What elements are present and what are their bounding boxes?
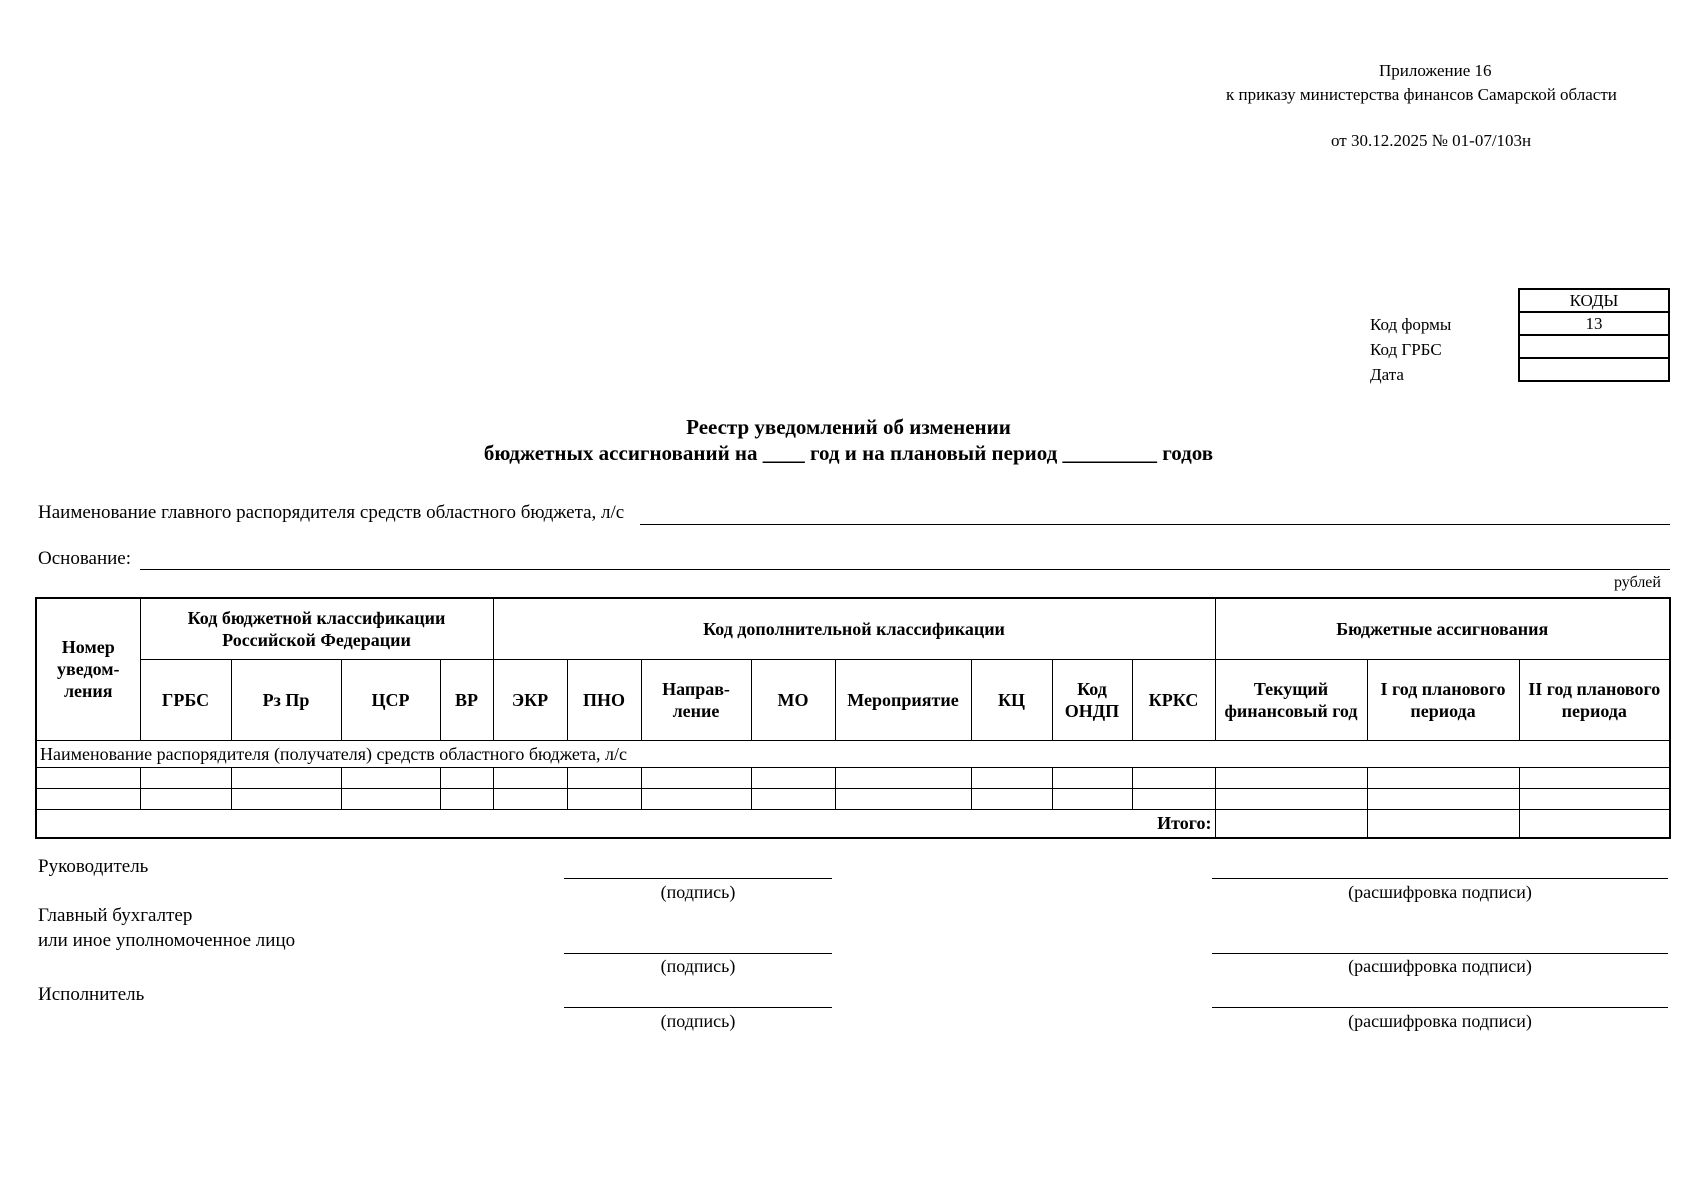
total-plan-year-1[interactable] bbox=[1367, 809, 1519, 838]
grbs-code-value bbox=[1519, 335, 1669, 358]
cell[interactable] bbox=[1215, 767, 1367, 788]
accountant-signature-line[interactable] bbox=[564, 953, 832, 954]
executor-signature-line[interactable] bbox=[564, 1007, 832, 1008]
cell[interactable] bbox=[231, 767, 341, 788]
appendix-order-ref: к приказу министерства финансов Самарской области bbox=[1226, 85, 1617, 104]
cell[interactable] bbox=[341, 767, 440, 788]
executor-decoding-line[interactable] bbox=[1212, 1007, 1668, 1008]
total-row bbox=[36, 809, 1670, 838]
cell[interactable] bbox=[440, 788, 493, 809]
cell[interactable] bbox=[140, 788, 231, 809]
executor-decoding-caption: (расшифровка подписи) bbox=[1348, 1011, 1532, 1031]
document-title: Реестр уведомлений об изменении bbox=[686, 415, 1011, 439]
col-notice-number: Номер уведом-ления bbox=[36, 598, 140, 740]
cell[interactable] bbox=[493, 788, 567, 809]
grbs-name-label: Наименование главного распорядителя средств областного бюджета, л/с bbox=[38, 502, 625, 523]
cell[interactable] bbox=[751, 767, 835, 788]
executor-label: Исполнитель bbox=[38, 984, 145, 1005]
col-vr: ВР bbox=[440, 659, 493, 740]
form-code-value: 13 bbox=[1519, 312, 1669, 335]
registry-table bbox=[35, 597, 1671, 839]
cell[interactable] bbox=[835, 767, 971, 788]
codes-header: КОДЫ bbox=[1519, 289, 1669, 312]
head-decoding-caption: (расшифровка подписи) bbox=[1348, 882, 1532, 902]
grbs-code-label: Код ГРБС bbox=[1370, 340, 1442, 359]
cell[interactable] bbox=[1367, 767, 1519, 788]
cell[interactable] bbox=[971, 767, 1052, 788]
accountant-label-2: или иное уполномоченное лицо bbox=[38, 930, 296, 951]
cell[interactable] bbox=[493, 767, 567, 788]
head-label: Руководитель bbox=[38, 856, 149, 877]
col-plan-year-2: II год планового периода bbox=[1519, 659, 1670, 740]
col-rz-pr: Рз Пр bbox=[231, 659, 341, 740]
cell[interactable] bbox=[1052, 788, 1132, 809]
table-row bbox=[36, 767, 1670, 788]
basis-line[interactable] bbox=[140, 569, 1670, 570]
accountant-decoding-caption: (расшифровка подписи) bbox=[1348, 956, 1532, 976]
cell[interactable] bbox=[1215, 788, 1367, 809]
col-kc: КЦ bbox=[971, 659, 1052, 740]
col-ondp: Код ОНДП bbox=[1052, 659, 1132, 740]
codes-box bbox=[1518, 288, 1670, 382]
cell[interactable] bbox=[1052, 767, 1132, 788]
cell[interactable] bbox=[341, 788, 440, 809]
cell[interactable] bbox=[231, 788, 341, 809]
cell[interactable] bbox=[567, 767, 641, 788]
cell[interactable] bbox=[971, 788, 1052, 809]
group-budget-allocations: Бюджетные ассигнования bbox=[1215, 598, 1670, 659]
table-row bbox=[36, 788, 1670, 809]
document-subtitle: бюджетных ассигнований на ____ год и на плановый период _________ годов bbox=[483, 441, 1214, 465]
appendix-order-date: от 30.12.2025 № 01-07/103н bbox=[1331, 131, 1532, 150]
section-row: Наименование распорядителя (получателя) средств областного бюджета, л/с bbox=[36, 740, 1670, 767]
cell[interactable] bbox=[1519, 788, 1670, 809]
cell[interactable] bbox=[140, 767, 231, 788]
date-label: Дата bbox=[1370, 365, 1404, 384]
total-plan-year-2[interactable] bbox=[1519, 809, 1670, 838]
col-direction: Направ-ление bbox=[641, 659, 751, 740]
executor-signature-caption: (подпись) bbox=[660, 1011, 736, 1031]
accountant-label: Главный бухгалтер bbox=[38, 905, 193, 926]
units-label: рублей bbox=[1614, 574, 1661, 591]
cell[interactable] bbox=[1519, 767, 1670, 788]
cell[interactable] bbox=[641, 767, 751, 788]
col-current-year: Текущий финансовый год bbox=[1215, 659, 1367, 740]
col-event: Мероприятие bbox=[835, 659, 971, 740]
col-ekr: ЭКР bbox=[493, 659, 567, 740]
cell[interactable] bbox=[1132, 767, 1215, 788]
col-krks: КРКС bbox=[1132, 659, 1215, 740]
cell[interactable] bbox=[835, 788, 971, 809]
cell[interactable] bbox=[641, 788, 751, 809]
appendix-number: Приложение 16 bbox=[1379, 61, 1492, 80]
cell[interactable] bbox=[440, 767, 493, 788]
head-decoding-line[interactable] bbox=[1212, 878, 1668, 879]
head-signature-caption: (подпись) bbox=[660, 882, 736, 902]
cell[interactable] bbox=[751, 788, 835, 809]
col-csr: ЦСР bbox=[341, 659, 440, 740]
total-label: Итого: bbox=[36, 809, 1215, 838]
accountant-decoding-line[interactable] bbox=[1212, 953, 1668, 954]
form-code-label: Код формы bbox=[1370, 315, 1452, 334]
date-value bbox=[1519, 358, 1669, 381]
col-plan-year-1: I год планового периода bbox=[1367, 659, 1519, 740]
cell[interactable] bbox=[567, 788, 641, 809]
basis-label: Основание: bbox=[38, 548, 132, 569]
cell[interactable] bbox=[1367, 788, 1519, 809]
accountant-signature-caption: (подпись) bbox=[660, 956, 736, 976]
cell[interactable] bbox=[36, 767, 140, 788]
grbs-name-line[interactable] bbox=[640, 524, 1670, 525]
col-mo: МО bbox=[751, 659, 835, 740]
col-grbs: ГРБС bbox=[140, 659, 231, 740]
head-signature-line[interactable] bbox=[564, 878, 832, 879]
col-pno: ПНО bbox=[567, 659, 641, 740]
cell[interactable] bbox=[36, 788, 140, 809]
total-current-year[interactable] bbox=[1215, 809, 1367, 838]
group-budget-classification: Код бюджетной классификации Российской Федерации bbox=[140, 598, 493, 659]
cell[interactable] bbox=[1132, 788, 1215, 809]
group-additional-classification: Код дополнительной классификации bbox=[493, 598, 1215, 659]
